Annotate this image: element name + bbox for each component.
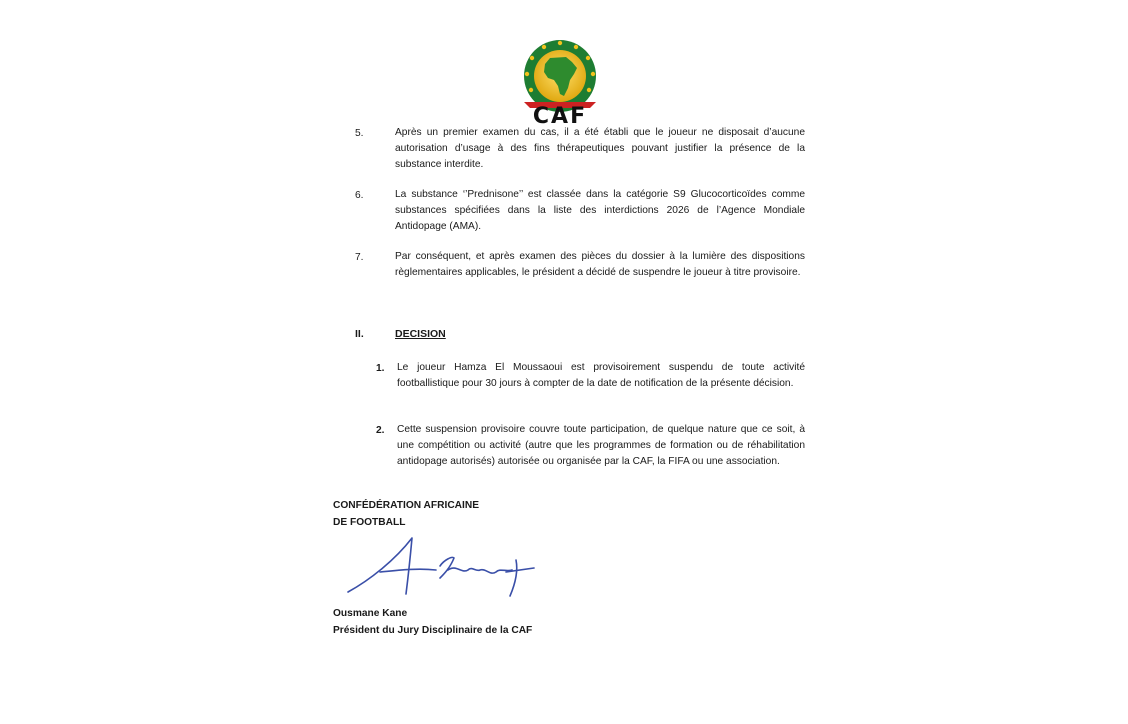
item-number: 6. [355,190,364,201]
signatory-name: Ousmane Kane [333,608,408,619]
item-text: Par conséquent, et après examen des pièces du dossier à la lumière des dispositions règlementaires applicables, le président a décidé de suspendre le joueur à titre provisoire. [395,251,805,278]
signatory-title: Président du Jury Disciplinaire de la CAF [333,625,533,636]
handwritten-signature [340,530,550,608]
decision-number: 1. [376,363,385,374]
decision-number: 2. [376,425,385,436]
section-title: DECISION [395,328,446,340]
organization-line-1: CONFÉDÉRATION AFRICAINE [333,500,480,511]
organization-line-2: DE FOOTBALL [333,517,406,528]
item-text: La substance ‘’Prednisone’’ est classée dans la catégorie S9 Glucocorticoïdes comme substances spécifiées dans la liste des interdictions 2026 de l’Agence Mondiale Antidopage (AMA). [395,189,805,232]
decision-text: Le joueur Hamza El Moussaoui est provisoirement suspendu de toute activité footballistique pour 30 jours à compter de la date de notification de la présente décision. [397,362,805,389]
item-number: 5. [355,128,364,139]
organization-name [333,497,479,531]
section-number: II. [355,328,364,340]
item-number: 7. [355,252,364,263]
caf-logo-text: CAF [532,104,588,129]
item-text: Après un premier examen du cas, il a été établi que le joueur ne disposait d’aucune autorisation d’usage à des fins thérapeutiques pouvant justifier la présence de la substance interdite. [395,127,805,170]
signatory-block [333,605,532,639]
decision-text: Cette suspension provisoire couvre toute participation, de quelque nature que ce soit, à une compétition ou activité (autre que les programmes de formation ou de réhabilitation antidopage autorisés) autorisée ou organisée par la CAF, la FIFA ou une association. [397,424,805,467]
